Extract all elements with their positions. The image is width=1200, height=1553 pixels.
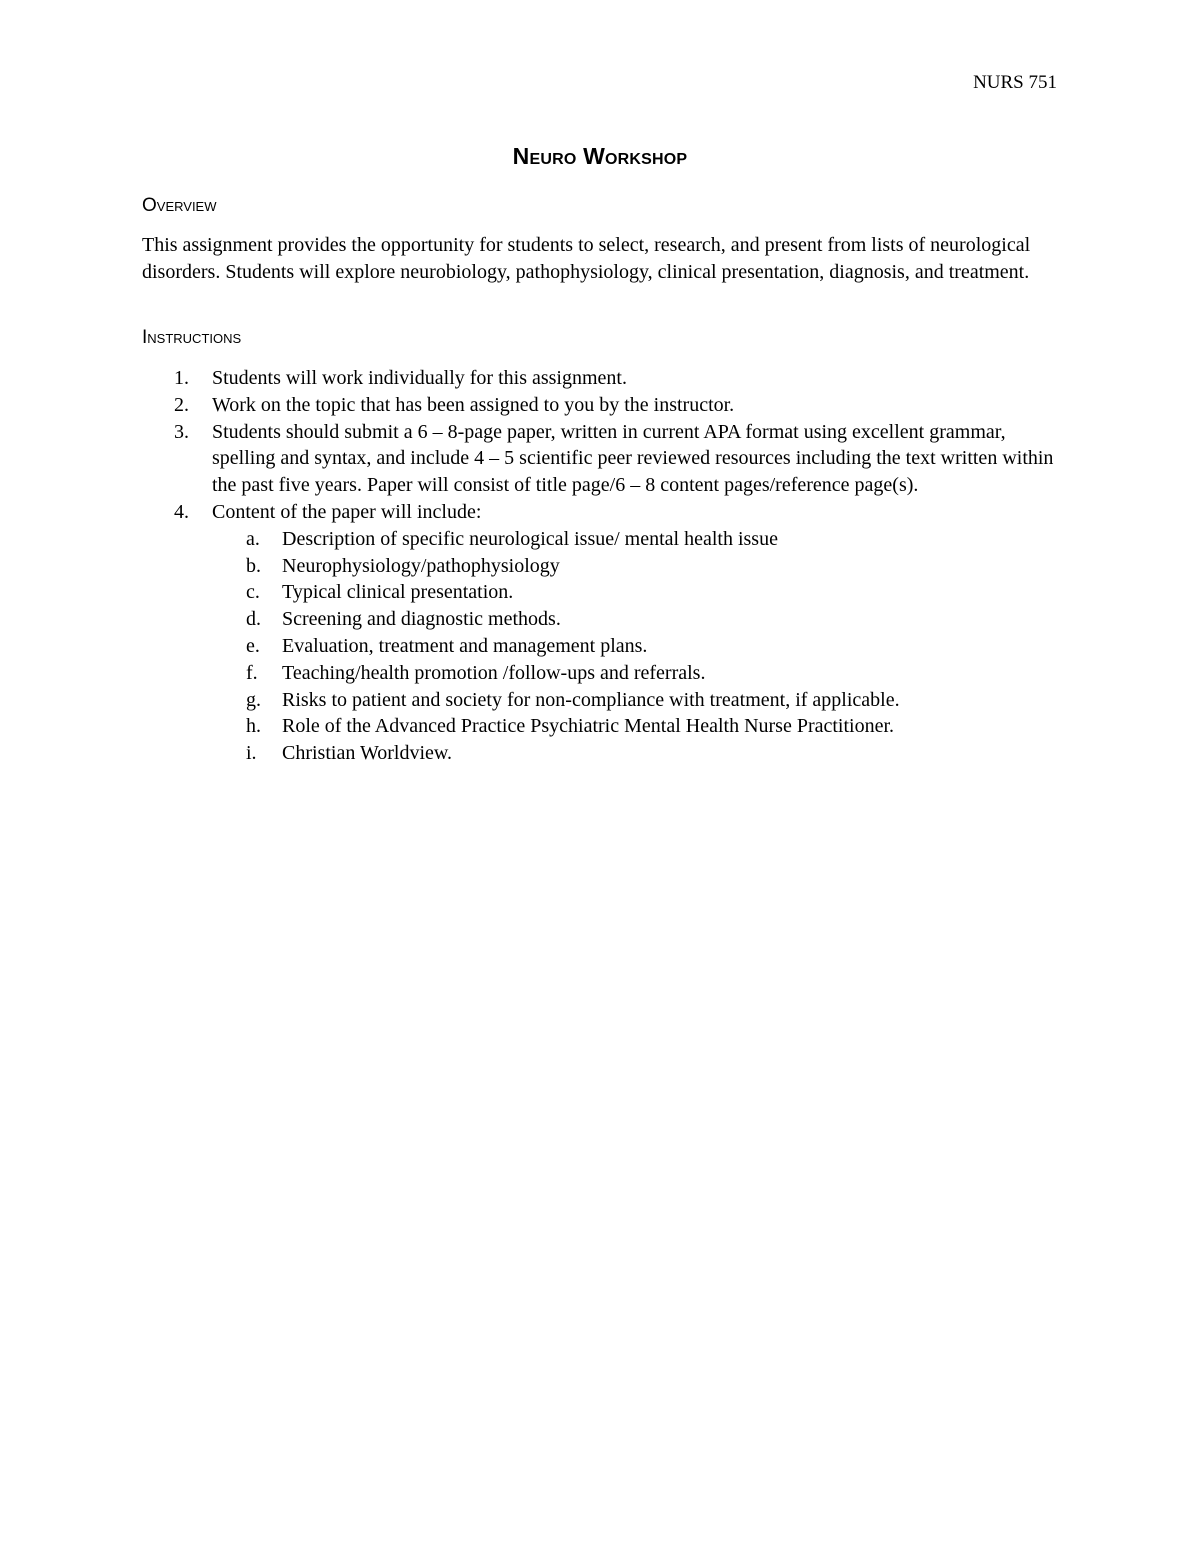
sub-item-letter: a. — [246, 527, 260, 550]
sub-item-text: Screening and diagnostic methods. — [282, 608, 561, 631]
instructions-list — [142, 365, 1062, 767]
instruction-number: 1. — [174, 367, 189, 389]
instructions-heading: Instructions — [142, 327, 242, 348]
sub-item-letter: c. — [246, 581, 260, 604]
instruction-number: 2. — [174, 393, 189, 416]
instruction-item — [142, 419, 1062, 499]
sub-item-letter: h. — [246, 715, 261, 738]
content-sub-item — [212, 713, 1062, 740]
overview-heading: Overview — [142, 195, 217, 216]
content-sub-item — [212, 579, 1062, 606]
instruction-text: Students will work individually for this assignment. — [212, 367, 627, 389]
sub-item-text: Typical clinical presentation. — [282, 581, 514, 604]
sub-item-text: Role of the Advanced Practice Psychiatric Mental Health Nurse Practitioner. — [282, 715, 895, 738]
sub-item-text: Description of specific neurological issue/ mental health issue — [282, 527, 778, 550]
sub-item-text: Teaching/health promotion /follow-ups and referrals. — [282, 661, 706, 684]
instruction-text: Work on the topic that has been assigned to you by the instructor. — [212, 393, 735, 416]
instruction-item — [142, 365, 1062, 392]
sub-item-text: Evaluation, treatment and management plans. — [282, 634, 648, 657]
content-sub-item — [212, 553, 1062, 580]
sub-item-text: Christian Worldview. — [282, 742, 453, 765]
sub-item-letter: b. — [246, 554, 261, 577]
overview-paragraph: This assignment provides the opportunity for students to select, research, and present from lists of neurological disorders. Students will explore neurobiology, pathophysiology, clinical presentation, diagnosis, and treatment. — [142, 234, 1031, 283]
sub-item-text: Risks to patient and society for non-compliance with treatment, if applicable. — [282, 688, 900, 711]
instruction-item — [142, 392, 1062, 419]
sub-item-letter: g. — [246, 688, 261, 711]
sub-item-letter: d. — [246, 608, 261, 631]
instruction-text: Students should submit a 6 – 8-page paper, written in current APA format using excellent grammar, spelling and syntax, and include 4 – 5 scientific peer reviewed resources including the text written within the past five years. Paper will consist of title page/6 – 8 content pages/reference page(s). — [212, 420, 1054, 497]
content-sub-item — [212, 606, 1062, 633]
course-code: NURS 751 — [973, 72, 1057, 93]
sub-item-text: Neurophysiology/pathophysiology — [282, 554, 560, 577]
sub-item-letter: e. — [246, 634, 260, 657]
content-sub-item — [212, 660, 1062, 687]
instruction-item — [142, 499, 1062, 767]
content-sub-item — [212, 740, 1062, 767]
sub-item-letter: f. — [246, 661, 258, 684]
instruction-text: Content of the paper will include: — [212, 500, 482, 523]
instruction-number: 4. — [174, 500, 189, 523]
page-title: Neuro Workshop — [512, 143, 688, 169]
content-sub-item — [212, 633, 1062, 660]
content-sub-item — [212, 687, 1062, 714]
content-sub-list — [212, 526, 1062, 767]
content-sub-item — [212, 526, 1062, 553]
instruction-number: 3. — [174, 420, 189, 443]
sub-item-letter: i. — [246, 742, 257, 765]
